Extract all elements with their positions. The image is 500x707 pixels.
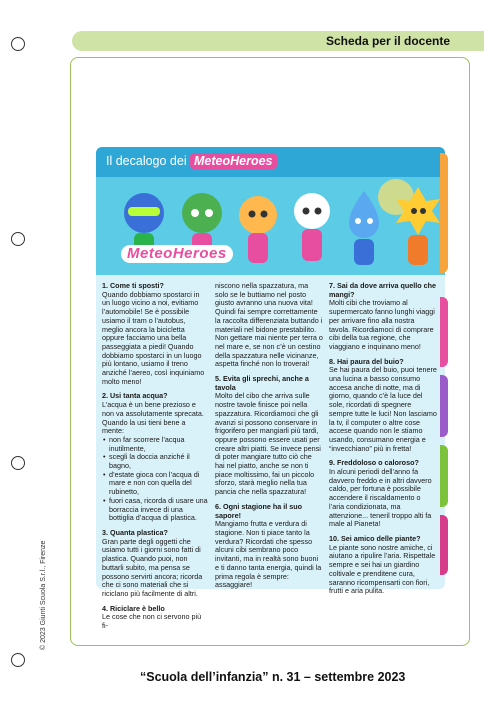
rule-4-text-cont: niscono nella spazzatura, ma solo se le buttiamo nel posto giusto avranno una nuova vita! Quindi fai sempre correttamente la raccolta differenziata buttando i materiali nel bidone prestabilito. Non gettare mai niente per terra o nel mare e, se non c’è un cestino della spazzatura nelle vicinanze, aspetta finché non lo troverai!: [215, 281, 323, 369]
copyright-notice: © 2023 Giunti Scuola S.r.l., Firenze: [40, 540, 47, 650]
side-tab-green: [440, 445, 448, 507]
header-tab: [72, 31, 484, 51]
rule-6-heading: 6. Ogni stagione ha il suo sapore!: [215, 501, 303, 520]
column-1: [102, 282, 208, 637]
rule-8-text: Se hai paura del buio, puoi tenere una lucina a basso consumo accesa anche di notte, ma di giorno, quando c’è la luce del sole, ricordati di spegnere sempre tutte le luci! Non lasciamo la tv, il computer o altre cose accese quando non le stiamo usando, consumano energia e “invecchiano” più in fretta!: [329, 365, 437, 453]
rule-4-text: Le cose che non ci servono più fi-: [102, 612, 202, 631]
rule-9-heading: 9. Freddoloso o caloroso?: [329, 458, 419, 468]
binder-hole-3: [11, 456, 25, 470]
rule-1-heading: 1. Come ti sposti?: [102, 281, 164, 290]
list-item: • fuori casa, ricorda di usare una borraccia invece di una bottiglia d’acqua di plastica.: [109, 497, 208, 523]
rule-6-text: Mangiamo frutta e verdura di stagione. Non ti piace tanto la verdura? Ricordati che spesso alcuni cibi sembrano poco invitanti, ma in realtà sono buoni e ti danno tanta energia, quindi la prima regola è sempre: assaggiare!: [215, 519, 322, 590]
rule-9-text: In alcuni periodi dell’anno fa davvero freddo e in altri davvero caldo, per fortuna è possibile accendere il riscaldamento o l’aria condizionata, ma attenzione... teneril troppo alti fa male al Pianeta!: [329, 467, 432, 529]
rule-7-text: Molti cibi che troviamo al supermercato fanno lunghi viaggi per arrivare fino alla nostra tavola. Ricordiamoci di comprare cibi della tua regione, che viaggiano e inquinano meno!: [329, 298, 435, 351]
column-3: [329, 282, 437, 602]
rule-7-heading: 7. Sai da dove arriva quello che mangi?: [329, 281, 437, 299]
rule-10-text: Le piante sono nostre amiche, ci aiutano a ripulire l’aria. Rispettale sempre e sei hai un giardino coltivale e prenditene cura, saranno ricompensarti con fiori, frutti e aria pulita.: [329, 542, 436, 596]
rule-2-heading: 2. Usi tanta acqua?: [102, 391, 168, 401]
binder-hole-1: [11, 37, 25, 51]
card-title: Il decalogo dei: [106, 154, 187, 168]
heroes-banner: [96, 177, 445, 275]
side-tab-purple: [440, 375, 448, 437]
card-title-bar: [96, 147, 445, 177]
rule-2-text: L’acqua è un bene prezioso e non va assolutamente sprecata. Quando la usi tieni bene a mente:: [102, 400, 204, 436]
rule-5-text: Molto del cibo che arriva sulle nostre tavole finisce poi nella spazzatura. Ricordiamoci che gli avanzi si possono conservare in frigorifero per mangiarli più tardi, oppure possono essere usati per creare altri piatti. Se invece pensi di poter mangiare tutto ciò che hai nel piatto, anche se non ti piace moltissimo, fai un piccolo sforzo, starà meglio nella tua pancia che nella spazzatura!: [215, 391, 321, 497]
header-label: Scheda per il docente: [325, 34, 450, 48]
rule-1-text: Quando dobbiamo spostarci in un luogo vicino a noi, evitiamo l’automobile! Se è possibile usiamo il tram o l’autobus, meglio ancora la bicicletta oppure facciamo una bella passeggiata a piedi! Quando dobbiamo spostarci in un luogo più lontano, usiamo il treno anziché l’aereo, così inquiniamo molto meno!: [102, 289, 205, 386]
rule-3-heading: 3. Quanta plastica?: [102, 527, 168, 537]
rule-4-heading: 4. Riciclare è bello: [102, 603, 165, 613]
rule-3-text: Gran parte degli oggetti che usiamo tutti i giorni sono fatti di plastica. Quando puoi, non buttarli subito, ma pensa se possono servirti ancora; ricorda che ci sono materiali che si riciclano più facilmente di altri.: [102, 536, 203, 598]
rule-2-list: [102, 436, 208, 523]
decalogo-card: [96, 147, 445, 631]
rule-5-heading: 5. Evita gli sprechi, anche a tavola: [215, 374, 309, 392]
rule-8-heading: 8. Hai paura del buio?: [329, 356, 404, 366]
column-2: [215, 282, 323, 596]
side-tab-orange: [440, 153, 448, 273]
binder-hole-2: [11, 232, 25, 246]
binder-hole-4: [11, 653, 25, 667]
side-tab-pink: [440, 297, 448, 367]
side-tab-magenta: [440, 515, 448, 575]
meteoheroes-logo: MeteoHeroes: [121, 245, 233, 263]
rule-10-heading: 10. Sei amico delle piante?: [329, 533, 421, 543]
list-item: • scegli la doccia anziché il bagno,: [109, 453, 208, 470]
list-item: • d’estate gioca con l’acqua di mare e non con quella del rubinetto,: [109, 471, 208, 497]
card-title-brand: MeteoHeroes: [190, 153, 277, 169]
list-item: • non far scorrere l’acqua inutilmente,: [109, 436, 208, 453]
footer-issue: “Scuola dell’infanzia” n. 31 – settembre 2023: [140, 670, 406, 684]
